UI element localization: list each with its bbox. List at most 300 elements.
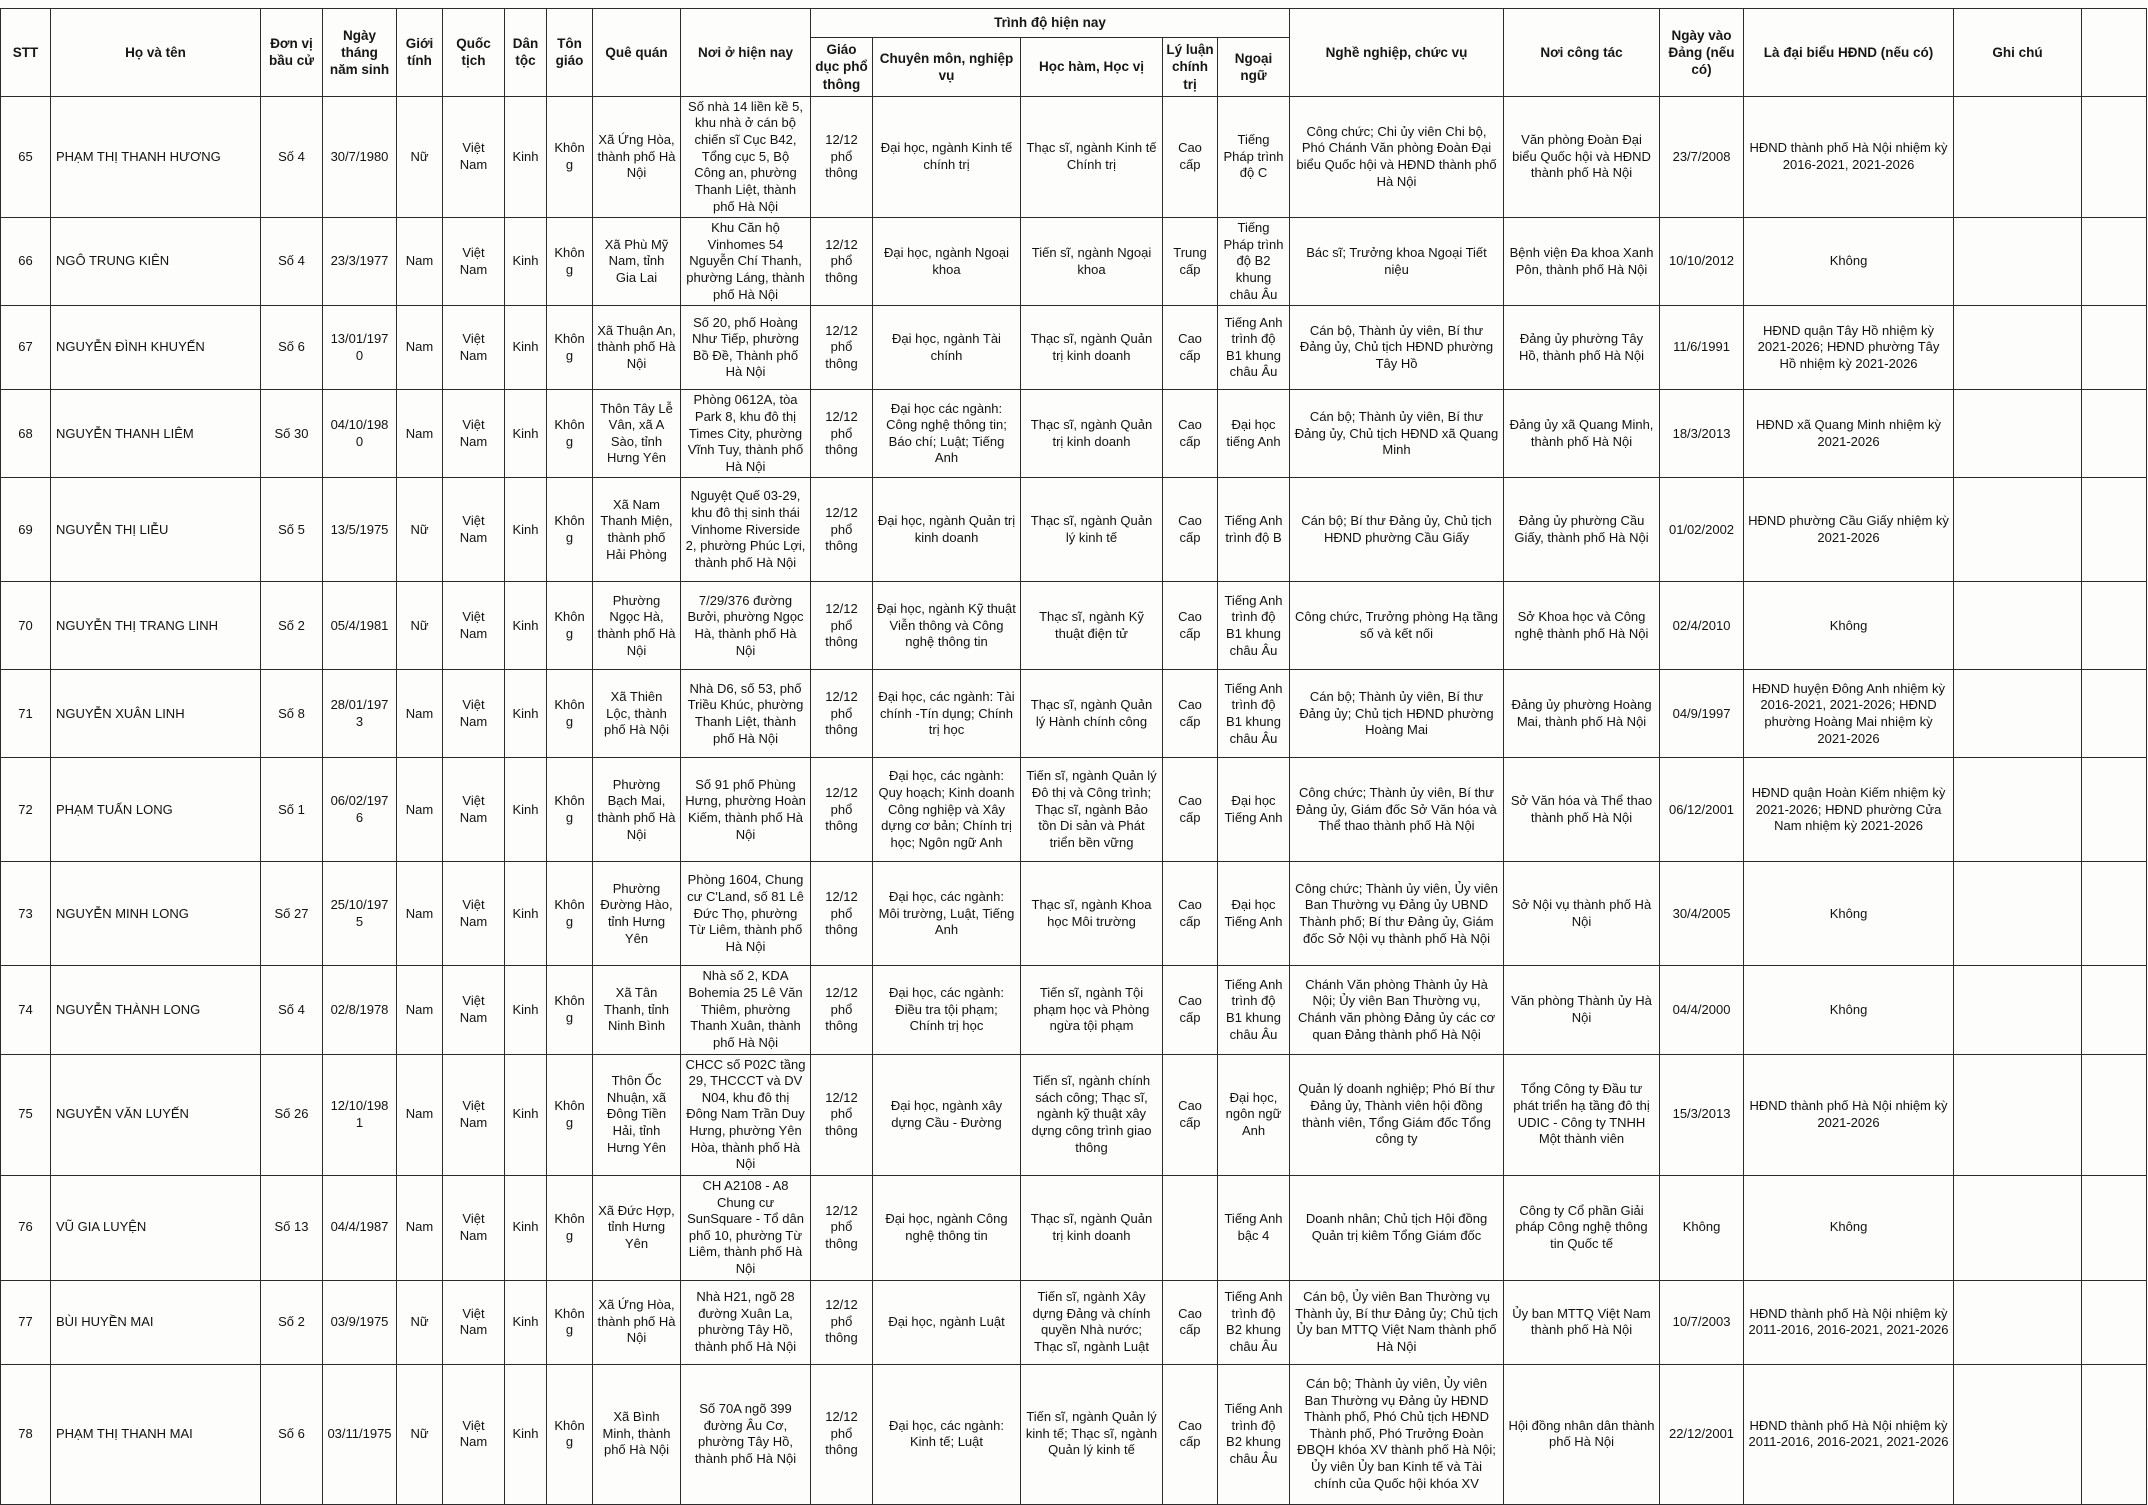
cell-unit: Số 4 — [261, 218, 323, 306]
cell-religion: Không — [547, 582, 593, 670]
cell-politics: Cao cấp — [1163, 306, 1218, 390]
col-header-council: Là đại biểu HĐND (nếu có) — [1744, 9, 1954, 97]
cell-degree: Thạc sĩ, ngành Quản trị kinh doanh — [1021, 306, 1163, 390]
cell-religion: Không — [547, 306, 593, 390]
cell-ethnicity: Kinh — [505, 96, 547, 217]
cell-religion: Không — [547, 96, 593, 217]
cell-language: Tiếng Anh trình độ B2 khung châu Âu — [1218, 1280, 1290, 1364]
cell-gender: Nữ — [397, 478, 443, 582]
cell-politics: Cao cấp — [1163, 582, 1218, 670]
cell-politics: Cao cấp — [1163, 670, 1218, 758]
cell-extra — [2082, 306, 2147, 390]
cell-ethnicity: Kinh — [505, 306, 547, 390]
cell-note — [1954, 862, 2082, 966]
cell-nationality: Việt Nam — [443, 218, 505, 306]
cell-hometown: Xã Ứng Hòa, thành phố Hà Nội — [593, 1280, 681, 1364]
cell-stt: 74 — [1, 966, 51, 1054]
cell-nationality: Việt Nam — [443, 1175, 505, 1280]
cell-hometown: Xã Ứng Hòa, thành phố Hà Nội — [593, 96, 681, 217]
cell-nationality: Việt Nam — [443, 670, 505, 758]
cell-occupation: Quản lý doanh nghiệp; Phó Bí thư Đảng ủy, Thành viên hội đồng thành viên, Tổng Giám đốc Tổng công ty — [1290, 1054, 1504, 1175]
col-header-party-date: Ngày vào Đảng (nếu có) — [1660, 9, 1744, 97]
cell-ethnicity: Kinh — [505, 758, 547, 862]
cell-council: Không — [1744, 862, 1954, 966]
cell-nationality: Việt Nam — [443, 1280, 505, 1364]
cell-name: VŨ GIA LUYỆN — [51, 1175, 261, 1280]
cell-hometown: Thôn Tây Lễ Vân, xã A Sào, tỉnh Hưng Yên — [593, 390, 681, 478]
cell-dob: 13/01/1970 — [323, 306, 397, 390]
cell-language: Tiếng Anh trình độ B2 khung châu Âu — [1218, 1364, 1290, 1504]
cell-ethnicity: Kinh — [505, 1280, 547, 1364]
col-header-degree: Học hàm, Học vị — [1021, 38, 1163, 97]
cell-name: NGUYỄN THANH LIÊM — [51, 390, 261, 478]
cell-religion: Không — [547, 390, 593, 478]
cell-dob: 12/10/1981 — [323, 1054, 397, 1175]
cell-residence: Nhà D6, số 53, phố Triều Khúc, phường Thanh Liệt, thành phố Hà Nội — [681, 670, 811, 758]
cell-religion: Không — [547, 1280, 593, 1364]
cell-stt: 70 — [1, 582, 51, 670]
cell-residence: 7/29/376 đường Bưởi, phường Ngọc Hà, thành phố Hà Nội — [681, 582, 811, 670]
cell-name: NGUYỄN VĂN LUYẾN — [51, 1054, 261, 1175]
cell-ethnicity: Kinh — [505, 1054, 547, 1175]
cell-council: HĐND huyện Đông Anh nhiệm kỳ 2016-2021, 2021-2026; HĐND phường Hoàng Mai nhiệm kỳ 2021-2026 — [1744, 670, 1954, 758]
cell-name: PHẠM THỊ THANH MAI — [51, 1364, 261, 1504]
cell-residence: Số 20, phố Hoàng Như Tiếp, phường Bồ Đề, Thành phố Hà Nội — [681, 306, 811, 390]
cell-politics: Cao cấp — [1163, 96, 1218, 217]
cell-religion: Không — [547, 670, 593, 758]
cell-workplace: Đảng ủy phường Tây Hồ, thành phố Hà Nội — [1504, 306, 1660, 390]
cell-council: HĐND quận Hoàn Kiếm nhiệm kỳ 2021-2026; HĐND phường Cửa Nam nhiệm kỳ 2021-2026 — [1744, 758, 1954, 862]
cell-education: 12/12 phổ thông — [811, 966, 873, 1054]
cell-education: 12/12 phổ thông — [811, 862, 873, 966]
cell-language: Tiếng Pháp trình độ C — [1218, 96, 1290, 217]
cell-stt: 66 — [1, 218, 51, 306]
cell-politics — [1163, 1175, 1218, 1280]
cell-unit: Số 2 — [261, 1280, 323, 1364]
delegate-table-body — [1, 96, 2147, 1504]
cell-note — [1954, 1280, 2082, 1364]
cell-party-date: 02/4/2010 — [1660, 582, 1744, 670]
cell-dob: 05/4/1981 — [323, 582, 397, 670]
cell-ethnicity: Kinh — [505, 1175, 547, 1280]
cell-council: HĐND xã Quang Minh nhiệm kỳ 2021-2026 — [1744, 390, 1954, 478]
cell-hometown: Xã Nam Thanh Miện, thành phố Hải Phòng — [593, 478, 681, 582]
cell-council: Không — [1744, 218, 1954, 306]
cell-name: BÙI HUYỀN MAI — [51, 1280, 261, 1364]
cell-name: NGUYỄN XUÂN LINH — [51, 670, 261, 758]
cell-council: HĐND thành phố Hà Nội nhiệm kỳ 2011-2016, 2016-2021, 2021-2026 — [1744, 1364, 1954, 1504]
cell-party-date: 23/7/2008 — [1660, 96, 1744, 217]
cell-hometown: Xã Tân Thanh, tỉnh Ninh Bình — [593, 966, 681, 1054]
cell-professional: Đại học, ngành Kinh tế chính trị — [873, 96, 1021, 217]
cell-language: Đại học tiếng Anh — [1218, 390, 1290, 478]
cell-professional: Đại học, các ngành: Điều tra tội phạm; Chính trị học — [873, 966, 1021, 1054]
cell-religion: Không — [547, 218, 593, 306]
cell-unit: Số 26 — [261, 1054, 323, 1175]
cell-party-date: 15/3/2013 — [1660, 1054, 1744, 1175]
cell-extra — [2082, 862, 2147, 966]
table-row — [1, 966, 2147, 1054]
cell-professional: Đại học, ngành Luật — [873, 1280, 1021, 1364]
cell-residence: CH A2108 - A8 Chung cư SunSquare - Tổ dân phố 10, phường Từ Liêm, thành phố Hà Nội — [681, 1175, 811, 1280]
cell-language: Tiếng Anh trình độ B1 khung châu Âu — [1218, 966, 1290, 1054]
cell-gender: Nam — [397, 670, 443, 758]
cell-nationality: Việt Nam — [443, 390, 505, 478]
cell-hometown: Phường Ngọc Hà, thành phố Hà Nội — [593, 582, 681, 670]
cell-stt: 71 — [1, 670, 51, 758]
cell-stt: 77 — [1, 1280, 51, 1364]
cell-nationality: Việt Nam — [443, 1364, 505, 1504]
col-header-religion: Tôn giáo — [547, 9, 593, 97]
cell-extra — [2082, 1364, 2147, 1504]
cell-politics: Cao cấp — [1163, 758, 1218, 862]
cell-party-date: 22/12/2001 — [1660, 1364, 1744, 1504]
cell-dob: 03/9/1975 — [323, 1280, 397, 1364]
cell-council: HĐND thành phố Hà Nội nhiệm kỳ 2021-2026 — [1744, 1054, 1954, 1175]
cell-workplace: Văn phòng Thành ủy Hà Nội — [1504, 966, 1660, 1054]
cell-note — [1954, 478, 2082, 582]
cell-dob: 03/11/1975 — [323, 1364, 397, 1504]
table-row — [1, 1364, 2147, 1504]
cell-degree: Tiến sĩ, ngành Ngoại khoa — [1021, 218, 1163, 306]
cell-name: NGÔ TRUNG KIÊN — [51, 218, 261, 306]
cell-unit: Số 6 — [261, 306, 323, 390]
cell-occupation: Cán bộ; Bí thư Đảng ủy, Chủ tịch HĐND phường Cầu Giấy — [1290, 478, 1504, 582]
col-header-politics: Lý luận chính trị — [1163, 38, 1218, 97]
cell-language: Đại học Tiếng Anh — [1218, 862, 1290, 966]
cell-occupation: Cán bộ; Thành ủy viên, Ủy viên Ban Thường vụ Đảng ủy HĐND Thành phố, Phó Chủ tịch HĐND Thành phố, Phó Trưởng Đoàn ĐBQH khóa XV thành phố Hà Nội; Ủy viên Ủy ban Kinh tế và Tài chính của Quốc hội khóa XV — [1290, 1364, 1504, 1504]
cell-professional: Đại học các ngành: Công nghệ thông tin; Báo chí; Luật; Tiếng Anh — [873, 390, 1021, 478]
cell-politics: Cao cấp — [1163, 1054, 1218, 1175]
cell-professional: Đại học, các ngành: Quy hoạch; Kinh doanh Công nghiệp và Xây dựng cơ bản; Chính trị học; Ngôn ngữ Anh — [873, 758, 1021, 862]
cell-occupation: Doanh nhân; Chủ tịch Hội đồng Quản trị kiêm Tổng Giám đốc — [1290, 1175, 1504, 1280]
cell-note — [1954, 306, 2082, 390]
table-row — [1, 306, 2147, 390]
cell-hometown: Thôn Ốc Nhuận, xã Đông Tiền Hải, tỉnh Hưng Yên — [593, 1054, 681, 1175]
cell-occupation: Cán bộ, Thành ủy viên, Bí thư Đảng ủy, Chủ tịch HĐND phường Tây Hồ — [1290, 306, 1504, 390]
cell-gender: Nam — [397, 1054, 443, 1175]
cell-stt: 68 — [1, 390, 51, 478]
cell-gender: Nam — [397, 390, 443, 478]
cell-workplace: Văn phòng Đoàn Đại biểu Quốc hội và HĐND thành phố Hà Nội — [1504, 96, 1660, 217]
cell-religion: Không — [547, 1054, 593, 1175]
cell-hometown: Phường Bạch Mai, thành phố Hà Nội — [593, 758, 681, 862]
cell-party-date: Không — [1660, 1175, 1744, 1280]
cell-politics: Cao cấp — [1163, 862, 1218, 966]
col-header-residence: Nơi ở hiện nay — [681, 9, 811, 97]
cell-workplace: Đảng ủy phường Hoàng Mai, thành phố Hà Nội — [1504, 670, 1660, 758]
cell-degree: Thạc sĩ, ngành Quản lý Hành chính công — [1021, 670, 1163, 758]
cell-extra — [2082, 670, 2147, 758]
cell-note — [1954, 582, 2082, 670]
cell-note — [1954, 390, 2082, 478]
cell-gender: Nữ — [397, 96, 443, 217]
cell-residence: Số nhà 14 liền kề 5, khu nhà ở cán bộ chiến sĩ Cục B42, Tổng cục 5, Bộ Công an, phường Thanh Liệt, thành phố Hà Nội — [681, 96, 811, 217]
table-row — [1, 1054, 2147, 1175]
cell-education: 12/12 phổ thông — [811, 218, 873, 306]
cell-degree: Tiến sĩ, ngành Quản lý kinh tế; Thạc sĩ, ngành Quản lý kinh tế — [1021, 1364, 1163, 1504]
cell-occupation: Công chức; Chi ủy viên Chi bộ, Phó Chánh Văn phòng Đoàn Đại biểu Quốc hội và HĐND thành phố Hà Nội — [1290, 96, 1504, 217]
cell-religion: Không — [547, 966, 593, 1054]
cell-party-date: 30/4/2005 — [1660, 862, 1744, 966]
cell-stt: 65 — [1, 96, 51, 217]
cell-ethnicity: Kinh — [505, 966, 547, 1054]
cell-dob: 30/7/1980 — [323, 96, 397, 217]
cell-degree: Thạc sĩ, ngành Quản trị kinh doanh — [1021, 1175, 1163, 1280]
cell-residence: Nhà H21, ngõ 28 đường Xuân La, phường Tây Hồ, thành phố Hà Nội — [681, 1280, 811, 1364]
cell-nationality: Việt Nam — [443, 862, 505, 966]
cell-occupation: Công chức; Thành ủy viên, Bí thư Đảng ủy, Giám đốc Sở Văn hóa và Thể thao thành phố Hà Nội — [1290, 758, 1504, 862]
cell-residence: Nhà số 2, KDA Bohemia 25 Lê Văn Thiêm, phường Thanh Xuân, thành phố Hà Nội — [681, 966, 811, 1054]
cell-dob: 13/5/1975 — [323, 478, 397, 582]
cell-occupation: Bác sĩ; Trưởng khoa Ngoại Tiết niệu — [1290, 218, 1504, 306]
cell-dob: 04/4/1987 — [323, 1175, 397, 1280]
cell-dob: 25/10/1975 — [323, 862, 397, 966]
cell-dob: 23/3/1977 — [323, 218, 397, 306]
cell-politics: Cao cấp — [1163, 1280, 1218, 1364]
cell-dob: 04/10/1980 — [323, 390, 397, 478]
cell-professional: Đại học, ngành Quản trị kinh doanh — [873, 478, 1021, 582]
table-row — [1, 582, 2147, 670]
cell-religion: Không — [547, 1175, 593, 1280]
cell-stt: 73 — [1, 862, 51, 966]
cell-professional: Đại học, ngành xây dựng Cầu - Đường — [873, 1054, 1021, 1175]
cell-occupation: Chánh Văn phòng Thành ủy Hà Nội; Ủy viên Ban Thường vụ, Chánh văn phòng Đảng ủy các cơ quan Đảng thành phố Hà Nội — [1290, 966, 1504, 1054]
cell-education: 12/12 phổ thông — [811, 1175, 873, 1280]
cell-gender: Nam — [397, 306, 443, 390]
cell-name: PHẠM TUẤN LONG — [51, 758, 261, 862]
cell-occupation: Công chức; Thành ủy viên, Ủy viên Ban Thường vụ Đảng ủy UBND Thành phố; Bí thư Đảng ủy, Giám đốc Sở Nội vụ thành phố Hà Nội — [1290, 862, 1504, 966]
cell-degree: Tiến sĩ, ngành Tội phạm học và Phòng ngừa tội phạm — [1021, 966, 1163, 1054]
cell-residence: Phòng 1604, Chung cư C'Land, số 81 Lê Đức Thọ, phường Từ Liêm, thành phố Hà Nội — [681, 862, 811, 966]
cell-council: Không — [1744, 1175, 1954, 1280]
cell-party-date: 10/10/2012 — [1660, 218, 1744, 306]
cell-stt: 67 — [1, 306, 51, 390]
cell-ethnicity: Kinh — [505, 478, 547, 582]
cell-hometown: Xã Phù Mỹ Nam, tỉnh Gia Lai — [593, 218, 681, 306]
cell-party-date: 11/6/1991 — [1660, 306, 1744, 390]
cell-stt: 76 — [1, 1175, 51, 1280]
col-header-workplace: Nơi công tác — [1504, 9, 1660, 97]
cell-gender: Nữ — [397, 1364, 443, 1504]
col-header-qualification-group: Trình độ hiện nay — [811, 9, 1290, 38]
cell-residence: Phòng 0612A, tòa Park 8, khu đô thị Times City, phường Vĩnh Tuy, thành phố Hà Nội — [681, 390, 811, 478]
cell-extra — [2082, 218, 2147, 306]
cell-education: 12/12 phổ thông — [811, 582, 873, 670]
cell-unit: Số 13 — [261, 1175, 323, 1280]
cell-unit: Số 1 — [261, 758, 323, 862]
cell-workplace: Hội đồng nhân dân thành phố Hà Nội — [1504, 1364, 1660, 1504]
cell-workplace: Sở Khoa học và Công nghệ thành phố Hà Nội — [1504, 582, 1660, 670]
table-row — [1, 670, 2147, 758]
cell-religion: Không — [547, 478, 593, 582]
cell-gender: Nam — [397, 218, 443, 306]
cell-residence: Nguyệt Quế 03-29, khu đô thị sinh thái Vinhome Riverside 2, phường Phúc Lợi, thành phố Hà Nội — [681, 478, 811, 582]
cell-workplace: Đảng ủy phường Cầu Giấy, thành phố Hà Nội — [1504, 478, 1660, 582]
table-row — [1, 390, 2147, 478]
cell-ethnicity: Kinh — [505, 582, 547, 670]
cell-workplace: Ủy ban MTTQ Việt Nam thành phố Hà Nội — [1504, 1280, 1660, 1364]
cell-note — [1954, 1175, 2082, 1280]
cell-name: NGUYỄN ĐÌNH KHUYẾN — [51, 306, 261, 390]
cell-extra — [2082, 582, 2147, 670]
cell-degree: Thạc sĩ, ngành Kỹ thuật điện tử — [1021, 582, 1163, 670]
cell-hometown: Xã Thuận An, thành phố Hà Nội — [593, 306, 681, 390]
cell-hometown: Phường Đường Hào, tỉnh Hưng Yên — [593, 862, 681, 966]
cell-ethnicity: Kinh — [505, 1364, 547, 1504]
cell-nationality: Việt Nam — [443, 306, 505, 390]
cell-nationality: Việt Nam — [443, 966, 505, 1054]
cell-hometown: Xã Đức Hợp, tỉnh Hưng Yên — [593, 1175, 681, 1280]
col-header-language: Ngoại ngữ — [1218, 38, 1290, 97]
table-row — [1, 758, 2147, 862]
cell-council: Không — [1744, 582, 1954, 670]
cell-degree: Tiến sĩ, ngành Xây dựng Đảng và chính quyền Nhà nước; Thạc sĩ, ngành Luật — [1021, 1280, 1163, 1364]
cell-gender: Nam — [397, 862, 443, 966]
cell-unit: Số 2 — [261, 582, 323, 670]
cell-education: 12/12 phổ thông — [811, 478, 873, 582]
cell-gender: Nữ — [397, 1280, 443, 1364]
cell-party-date: 06/12/2001 — [1660, 758, 1744, 862]
cell-occupation: Cán bộ, Ủy viên Ban Thường vụ Thành ủy, Bí thư Đảng ủy; Chủ tịch Ủy ban MTTQ Việt Nam thành phố Hà Nội — [1290, 1280, 1504, 1364]
cell-nationality: Việt Nam — [443, 582, 505, 670]
cell-name: NGUYỄN THỊ TRANG LINH — [51, 582, 261, 670]
col-header-name: Họ và tên — [51, 9, 261, 97]
cell-stt: 72 — [1, 758, 51, 862]
cell-professional: Đại học, các ngành: Kinh tế; Luật — [873, 1364, 1021, 1504]
cell-gender: Nam — [397, 966, 443, 1054]
col-header-professional: Chuyên môn, nghiệp vụ — [873, 38, 1021, 97]
cell-extra — [2082, 1175, 2147, 1280]
cell-council: HĐND phường Cầu Giấy nhiệm kỳ 2021-2026 — [1744, 478, 1954, 582]
cell-party-date: 01/02/2002 — [1660, 478, 1744, 582]
cell-professional: Đại học, ngành Kỹ thuật Viễn thông và Công nghệ thông tin — [873, 582, 1021, 670]
cell-education: 12/12 phổ thông — [811, 390, 873, 478]
cell-residence: Số 91 phố Phùng Hưng, phường Hoàn Kiếm, thành phố Hà Nội — [681, 758, 811, 862]
cell-politics: Cao cấp — [1163, 966, 1218, 1054]
cell-ethnicity: Kinh — [505, 862, 547, 966]
cell-dob: 06/02/1976 — [323, 758, 397, 862]
cell-gender: Nam — [397, 758, 443, 862]
cell-council: Không — [1744, 966, 1954, 1054]
cell-stt: 69 — [1, 478, 51, 582]
cell-nationality: Việt Nam — [443, 1054, 505, 1175]
cell-politics: Cao cấp — [1163, 390, 1218, 478]
cell-residence: Số 70A ngõ 399 đường Âu Cơ, phường Tây Hồ, thành phố Hà Nội — [681, 1364, 811, 1504]
cell-degree: Thạc sĩ, ngành Khoa học Môi trường — [1021, 862, 1163, 966]
cell-council: HĐND quận Tây Hồ nhiệm kỳ 2021-2026; HĐND phường Tây Hồ nhiệm kỳ 2021-2026 — [1744, 306, 1954, 390]
cell-note — [1954, 218, 2082, 306]
cell-unit: Số 4 — [261, 966, 323, 1054]
cell-nationality: Việt Nam — [443, 758, 505, 862]
col-header-gender: Giới tính — [397, 9, 443, 97]
col-header-hometown: Quê quán — [593, 9, 681, 97]
cell-language: Tiếng Pháp trình độ B2 khung châu Âu — [1218, 218, 1290, 306]
cell-occupation: Cán bộ; Thành ủy viên, Bí thư Đảng ủy; Chủ tịch HĐND phường Hoàng Mai — [1290, 670, 1504, 758]
cell-professional: Đại học, ngành Công nghệ thông tin — [873, 1175, 1021, 1280]
cell-workplace: Tổng Công ty Đầu tư phát triển hạ tầng đô thị UDIC - Công ty TNHH Một thành viên — [1504, 1054, 1660, 1175]
table-row — [1, 218, 2147, 306]
cell-occupation: Cán bộ; Thành ủy viên, Bí thư Đảng ủy, Chủ tịch HĐND xã Quang Minh — [1290, 390, 1504, 478]
cell-education: 12/12 phổ thông — [811, 1054, 873, 1175]
cell-religion: Không — [547, 862, 593, 966]
cell-dob: 02/8/1978 — [323, 966, 397, 1054]
cell-extra — [2082, 390, 2147, 478]
cell-unit: Số 30 — [261, 390, 323, 478]
cell-extra — [2082, 966, 2147, 1054]
table-row — [1, 96, 2147, 217]
cell-language: Tiếng Anh trình độ B1 khung châu Âu — [1218, 670, 1290, 758]
cell-party-date: 04/9/1997 — [1660, 670, 1744, 758]
delegate-table — [0, 8, 2147, 1505]
cell-residence: CHCC số P02C tầng 29, THCCCT và DV N04, khu đô thị Đông Nam Trần Duy Hưng, phường Yên Hòa, thành phố Hà Nội — [681, 1054, 811, 1175]
cell-degree: Thạc sĩ, ngành Quản lý kinh tế — [1021, 478, 1163, 582]
cell-extra — [2082, 1054, 2147, 1175]
cell-extra — [2082, 758, 2147, 862]
cell-language: Tiếng Anh trình độ B1 khung châu Âu — [1218, 582, 1290, 670]
cell-ethnicity: Kinh — [505, 390, 547, 478]
cell-unit: Số 4 — [261, 96, 323, 217]
cell-degree: Thạc sĩ, ngành Quản trị kinh doanh — [1021, 390, 1163, 478]
cell-language: Tiếng Anh bậc 4 — [1218, 1175, 1290, 1280]
cell-ethnicity: Kinh — [505, 218, 547, 306]
cell-education: 12/12 phổ thông — [811, 1280, 873, 1364]
cell-degree: Tiến sĩ, ngành chính sách công; Thạc sĩ, ngành kỹ thuật xây dựng công trình giao thông — [1021, 1054, 1163, 1175]
cell-unit: Số 27 — [261, 862, 323, 966]
cell-stt: 75 — [1, 1054, 51, 1175]
cell-politics: Cao cấp — [1163, 478, 1218, 582]
cell-education: 12/12 phổ thông — [811, 670, 873, 758]
cell-nationality: Việt Nam — [443, 478, 505, 582]
cell-education: 12/12 phổ thông — [811, 1364, 873, 1504]
table-row — [1, 478, 2147, 582]
cell-professional: Đại học, ngành Ngoại khoa — [873, 218, 1021, 306]
cell-language: Tiếng Anh trình độ B — [1218, 478, 1290, 582]
cell-workplace: Công ty Cổ phần Giải pháp Công nghệ thông tin Quốc tế — [1504, 1175, 1660, 1280]
cell-unit: Số 8 — [261, 670, 323, 758]
cell-name: NGUYỄN MINH LONG — [51, 862, 261, 966]
cell-gender: Nữ — [397, 582, 443, 670]
cell-politics: Trung cấp — [1163, 218, 1218, 306]
cell-religion: Không — [547, 1364, 593, 1504]
cell-education: 12/12 phổ thông — [811, 306, 873, 390]
cell-note — [1954, 1054, 2082, 1175]
cell-professional: Đại học, ngành Tài chính — [873, 306, 1021, 390]
cell-religion: Không — [547, 758, 593, 862]
cell-workplace: Bệnh viện Đa khoa Xanh Pôn, thành phố Hà Nội — [1504, 218, 1660, 306]
cell-workplace: Sở Văn hóa và Thể thao thành phố Hà Nội — [1504, 758, 1660, 862]
cell-name: PHẠM THỊ THANH HƯƠNG — [51, 96, 261, 217]
cell-language: Đại học Tiếng Anh — [1218, 758, 1290, 862]
cell-dob: 28/01/1973 — [323, 670, 397, 758]
cell-professional: Đại học, các ngành: Môi trường, Luật, Tiếng Anh — [873, 862, 1021, 966]
table-row — [1, 862, 2147, 966]
cell-note — [1954, 966, 2082, 1054]
col-header-stt: STT — [1, 9, 51, 97]
cell-workplace: Đảng ủy xã Quang Minh, thành phố Hà Nội — [1504, 390, 1660, 478]
cell-gender: Nam — [397, 1175, 443, 1280]
cell-note — [1954, 758, 2082, 862]
cell-name: NGUYỄN THÀNH LONG — [51, 966, 261, 1054]
col-header-ethnicity: Dân tộc — [505, 9, 547, 97]
col-header-education: Giáo dục phổ thông — [811, 38, 873, 97]
cell-extra — [2082, 96, 2147, 217]
col-header-unit: Đơn vị bầu cử — [261, 9, 323, 97]
col-header-note: Ghi chú — [1954, 9, 2082, 97]
cell-language: Tiếng Anh trình độ B1 khung châu Âu — [1218, 306, 1290, 390]
cell-council: HĐND thành phố Hà Nội nhiệm kỳ 2016-2021, 2021-2026 — [1744, 96, 1954, 217]
table-row — [1, 1280, 2147, 1364]
